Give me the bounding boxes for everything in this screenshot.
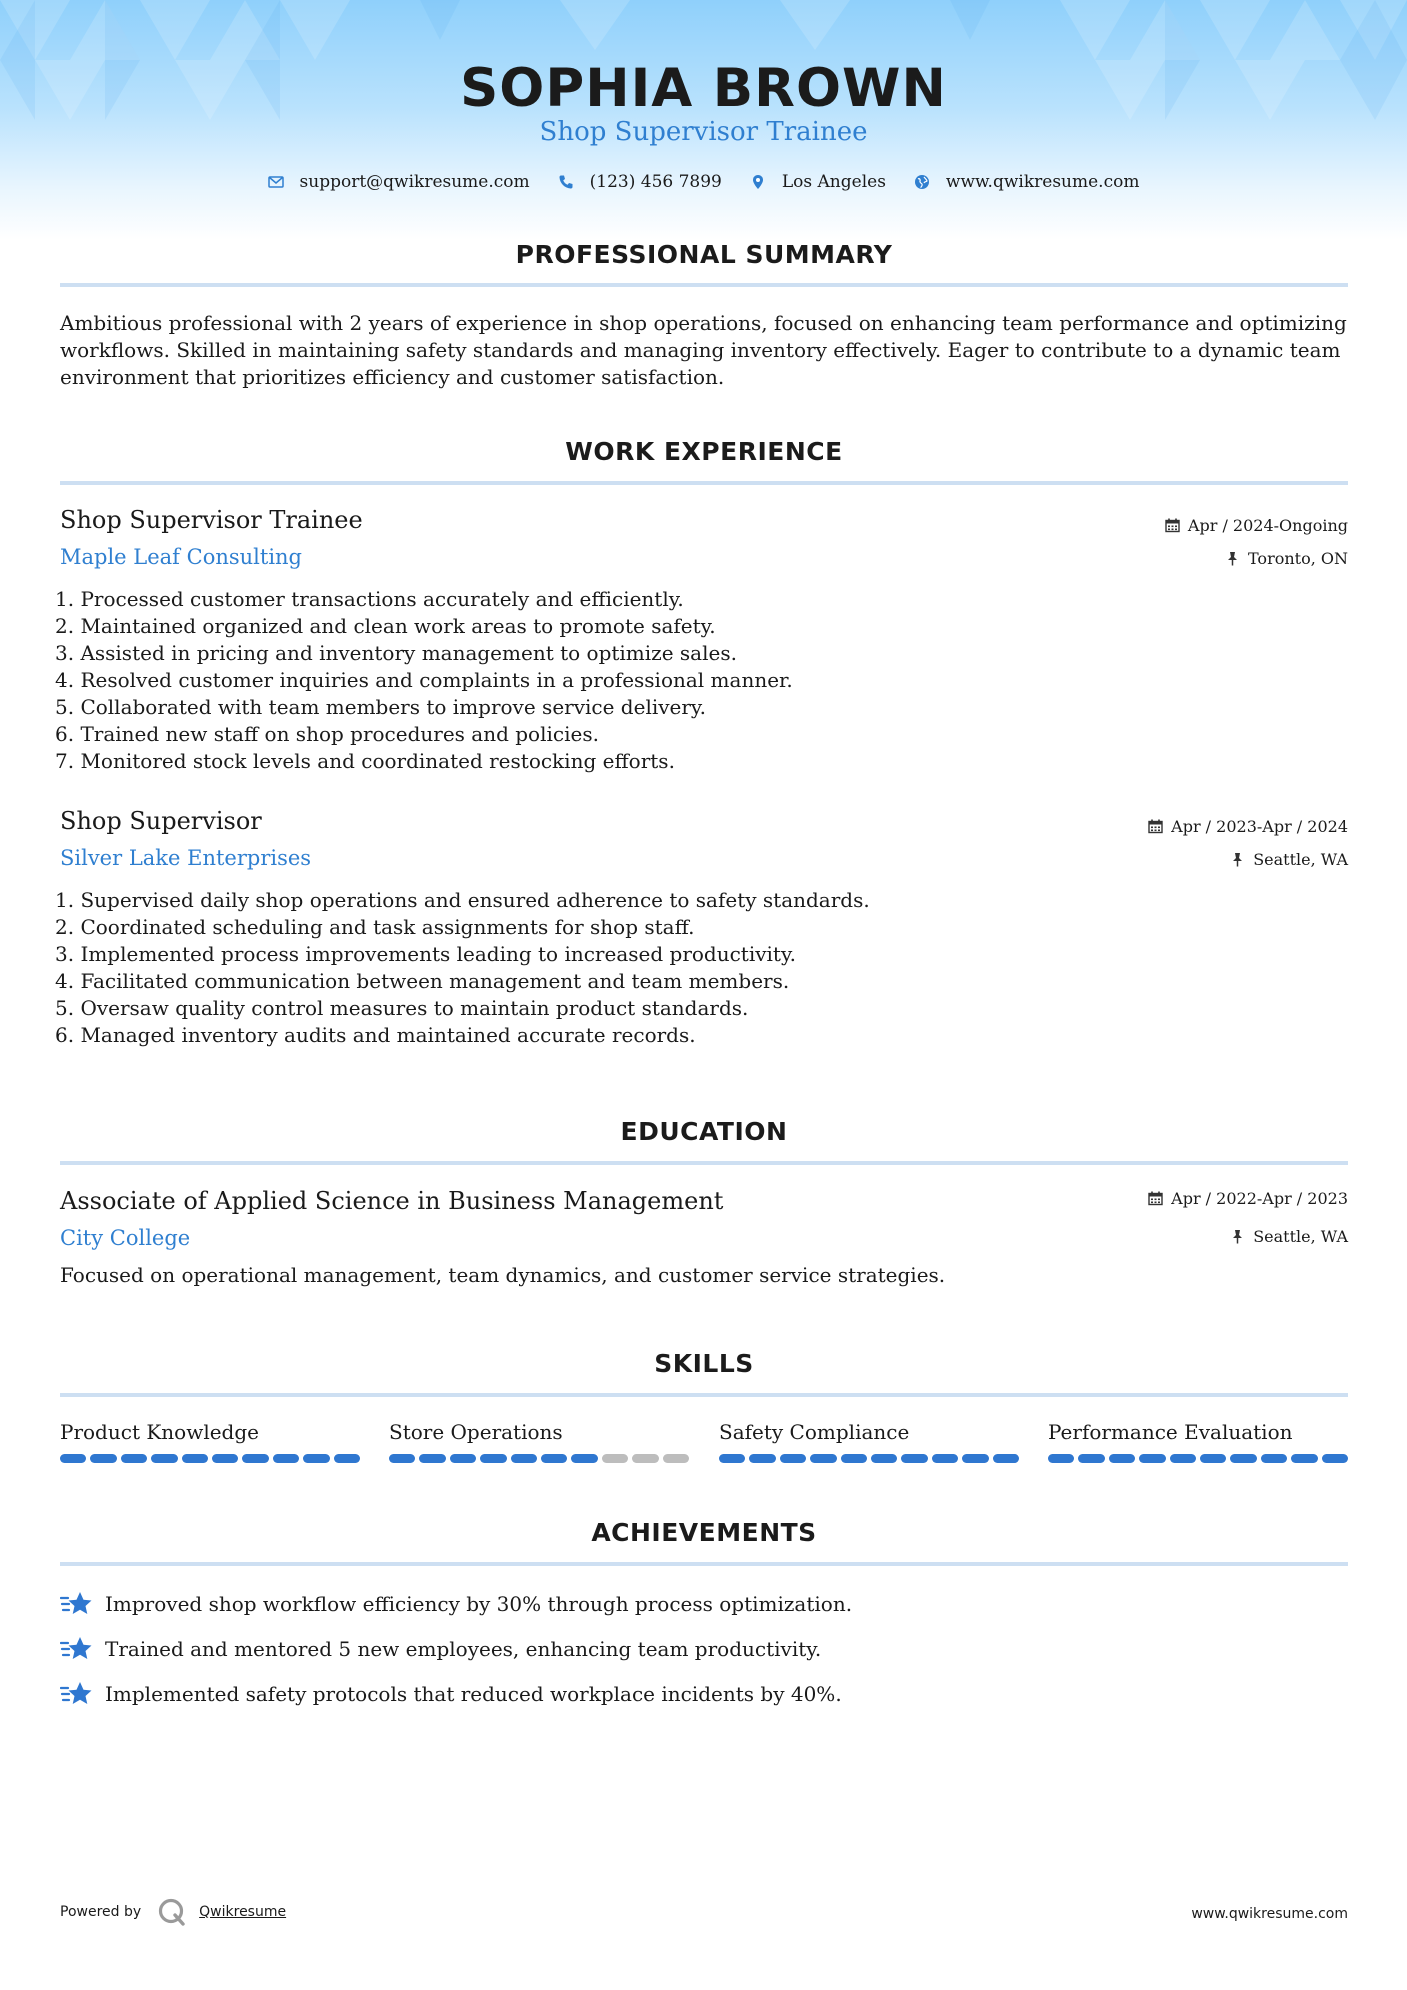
list-item: 3. Implemented process improvements leading to increased productivity. bbox=[55, 942, 796, 966]
skill-segment-filled bbox=[1109, 1454, 1135, 1463]
list-item: 4. Resolved customer inquiries and complaints in a professional manner. bbox=[55, 668, 793, 692]
skill-segment-filled bbox=[1170, 1454, 1196, 1463]
contact-location: Los Angeles bbox=[781, 172, 886, 192]
list-item: 2. Coordinated scheduling and task assignments for shop staff. bbox=[55, 915, 695, 939]
achievements-heading: ACHIEVEMENTS bbox=[591, 1518, 817, 1547]
achievement-item bbox=[60, 1680, 842, 1708]
list-item: 7. Monitored stock levels and coordinated restocking efforts. bbox=[55, 749, 675, 773]
job-title: Shop Supervisor bbox=[60, 807, 262, 835]
skill-segment-filled bbox=[182, 1454, 208, 1463]
job-location bbox=[1230, 850, 1348, 869]
candidate-role: Shop Supervisor Trainee bbox=[539, 117, 868, 147]
skill-segment-filled bbox=[1048, 1454, 1074, 1463]
skill-segment-filled bbox=[932, 1454, 958, 1463]
envelope-icon bbox=[268, 174, 284, 190]
skill-segment-filled bbox=[1322, 1454, 1348, 1463]
experience-divider bbox=[60, 481, 1348, 485]
job-dates bbox=[1165, 516, 1348, 535]
job-location-text: Toronto, ON bbox=[1248, 549, 1348, 568]
skill-segment-filled bbox=[121, 1454, 147, 1463]
list-item: 6. Managed inventory audits and maintained accurate records. bbox=[55, 1023, 696, 1047]
skill-segment-empty bbox=[663, 1454, 689, 1463]
star-icon bbox=[60, 1635, 92, 1663]
summary-divider bbox=[60, 283, 1348, 287]
skill-segment-filled bbox=[1261, 1454, 1287, 1463]
skill-segment-filled bbox=[1078, 1454, 1104, 1463]
contact-phone[interactable]: (123) 456 7899 bbox=[589, 172, 722, 192]
skill-segment-filled bbox=[993, 1454, 1019, 1463]
skill-name: Safety Compliance bbox=[719, 1420, 910, 1444]
phone-icon bbox=[558, 174, 574, 190]
contact-website[interactable]: www.qwikresume.com bbox=[945, 172, 1140, 192]
achievement-text: Trained and mentored 5 new employees, enhancing team productivity. bbox=[105, 1637, 822, 1661]
education-location bbox=[1230, 1227, 1348, 1246]
list-item: 3. Assisted in pricing and inventory management to optimize sales. bbox=[55, 641, 737, 665]
list-item: 2. Maintained organized and clean work areas to promote safety. bbox=[55, 614, 716, 638]
skill-name: Performance Evaluation bbox=[1048, 1420, 1293, 1444]
job-location-text: Seattle, WA bbox=[1253, 850, 1348, 869]
powered-by-label: Powered by bbox=[60, 1904, 142, 1920]
experience-heading: WORK EXPERIENCE bbox=[565, 437, 843, 466]
education-school: City College bbox=[60, 1226, 191, 1250]
map-marker-icon bbox=[750, 174, 766, 190]
skill-segment-filled bbox=[841, 1454, 867, 1463]
education-dates-text: Apr / 2022-Apr / 2023 bbox=[1171, 1189, 1348, 1208]
list-item: 5. Collaborated with team members to improve service delivery. bbox=[55, 695, 706, 719]
summary-text: Ambitious professional with 2 years of experience in shop operations, focused on enhancing team performance and optimizing workflows. Skilled in maintaining safety standards and managing inventory effectively. Eager to contribute to a dynamic team environment that prioritizes efficiency and customer satisfaction. bbox=[60, 311, 1347, 389]
skill-segment-filled bbox=[511, 1454, 537, 1463]
skill-segment-filled bbox=[901, 1454, 927, 1463]
skill-segment-filled bbox=[90, 1454, 116, 1463]
skill-segment-filled bbox=[719, 1454, 745, 1463]
skill-segment-filled bbox=[334, 1454, 360, 1463]
contact-email[interactable]: support@qwikresume.com bbox=[299, 172, 530, 192]
skill-segment-filled bbox=[1139, 1454, 1165, 1463]
job-location bbox=[1225, 549, 1348, 568]
contact-bar bbox=[0, 172, 1407, 192]
skill-segment-filled bbox=[303, 1454, 329, 1463]
skill-segment-filled bbox=[242, 1454, 268, 1463]
skill-segment-filled bbox=[450, 1454, 476, 1463]
skill-rating-bar bbox=[1048, 1454, 1348, 1463]
skill-item bbox=[60, 1420, 360, 1463]
education-degree: Associate of Applied Science in Business Management bbox=[60, 1187, 724, 1215]
skill-segment-filled bbox=[1230, 1454, 1256, 1463]
calendar-icon bbox=[1148, 1191, 1163, 1206]
skill-segment-filled bbox=[962, 1454, 988, 1463]
skill-segment-filled bbox=[273, 1454, 299, 1463]
job-company: Silver Lake Enterprises bbox=[60, 846, 312, 870]
job-duties bbox=[55, 887, 870, 1049]
skill-segment-filled bbox=[151, 1454, 177, 1463]
globe-icon bbox=[914, 174, 930, 190]
education-dates bbox=[1148, 1189, 1348, 1208]
list-item: 5. Oversaw quality control measures to maintain product standards. bbox=[55, 996, 749, 1020]
skill-segment-filled bbox=[419, 1454, 445, 1463]
job-dates bbox=[1148, 817, 1348, 836]
skill-name: Product Knowledge bbox=[60, 1420, 259, 1444]
education-divider bbox=[60, 1161, 1348, 1165]
summary-heading: PROFESSIONAL SUMMARY bbox=[515, 240, 893, 269]
pushpin-icon bbox=[1230, 1229, 1245, 1244]
list-item: 1. Supervised daily shop operations and ensured adherence to safety standards. bbox=[55, 888, 870, 912]
footer-url[interactable]: www.qwikresume.com bbox=[1191, 1906, 1348, 1922]
skill-segment-filled bbox=[60, 1454, 86, 1463]
achievement-item bbox=[60, 1590, 852, 1618]
skill-item bbox=[389, 1420, 689, 1463]
skill-segment-filled bbox=[810, 1454, 836, 1463]
job-dates-text: Apr / 2024-Ongoing bbox=[1187, 516, 1348, 535]
education-heading: EDUCATION bbox=[620, 1117, 788, 1146]
skill-segment-empty bbox=[632, 1454, 658, 1463]
pushpin-icon bbox=[1225, 551, 1240, 566]
skill-segment-filled bbox=[749, 1454, 775, 1463]
calendar-icon bbox=[1148, 819, 1163, 834]
skill-rating-bar bbox=[60, 1454, 360, 1463]
star-icon bbox=[60, 1590, 92, 1618]
skill-segment-empty bbox=[602, 1454, 628, 1463]
skill-segment-filled bbox=[871, 1454, 897, 1463]
skill-name: Store Operations bbox=[389, 1420, 563, 1444]
list-item: 4. Facilitated communication between management and team members. bbox=[55, 969, 790, 993]
education-description: Focused on operational management, team dynamics, and customer service strategies. bbox=[60, 1263, 946, 1287]
job-company: Maple Leaf Consulting bbox=[60, 545, 303, 569]
list-item: 1. Processed customer transactions accurately and efficiently. bbox=[55, 587, 684, 611]
pushpin-icon bbox=[1230, 852, 1245, 867]
achievements-divider bbox=[60, 1562, 1348, 1566]
list-item: 6. Trained new staff on shop procedures and policies. bbox=[55, 722, 599, 746]
skill-segment-filled bbox=[1291, 1454, 1317, 1463]
skill-segment-filled bbox=[541, 1454, 567, 1463]
skill-item bbox=[719, 1420, 1019, 1463]
calendar-icon bbox=[1165, 518, 1180, 533]
skill-segment-filled bbox=[571, 1454, 597, 1463]
achievement-item bbox=[60, 1635, 821, 1663]
achievement-text: Implemented safety protocols that reduced workplace incidents by 40%. bbox=[105, 1682, 842, 1706]
skill-item bbox=[1048, 1420, 1348, 1463]
qwikresume-logo-icon bbox=[157, 1897, 187, 1927]
footer-powered-by bbox=[60, 1897, 286, 1927]
skill-rating-bar bbox=[719, 1454, 1019, 1463]
education-location-text: Seattle, WA bbox=[1253, 1227, 1348, 1246]
job-duties bbox=[55, 586, 793, 775]
achievement-text: Improved shop workflow efficiency by 30% through process optimization. bbox=[105, 1592, 853, 1616]
brand-link[interactable]: Qwikresume bbox=[199, 1904, 287, 1920]
skills-divider bbox=[60, 1393, 1348, 1397]
job-dates-text: Apr / 2023-Apr / 2024 bbox=[1171, 817, 1348, 836]
skill-segment-filled bbox=[480, 1454, 506, 1463]
skills-heading: SKILLS bbox=[654, 1349, 754, 1378]
candidate-name: SOPHIA BROWN bbox=[460, 58, 947, 119]
skill-segment-filled bbox=[1200, 1454, 1226, 1463]
skill-segment-filled bbox=[780, 1454, 806, 1463]
star-icon bbox=[60, 1680, 92, 1708]
skill-segment-filled bbox=[212, 1454, 238, 1463]
skill-segment-filled bbox=[389, 1454, 415, 1463]
job-title: Shop Supervisor Trainee bbox=[60, 506, 363, 534]
skill-rating-bar bbox=[389, 1454, 689, 1463]
